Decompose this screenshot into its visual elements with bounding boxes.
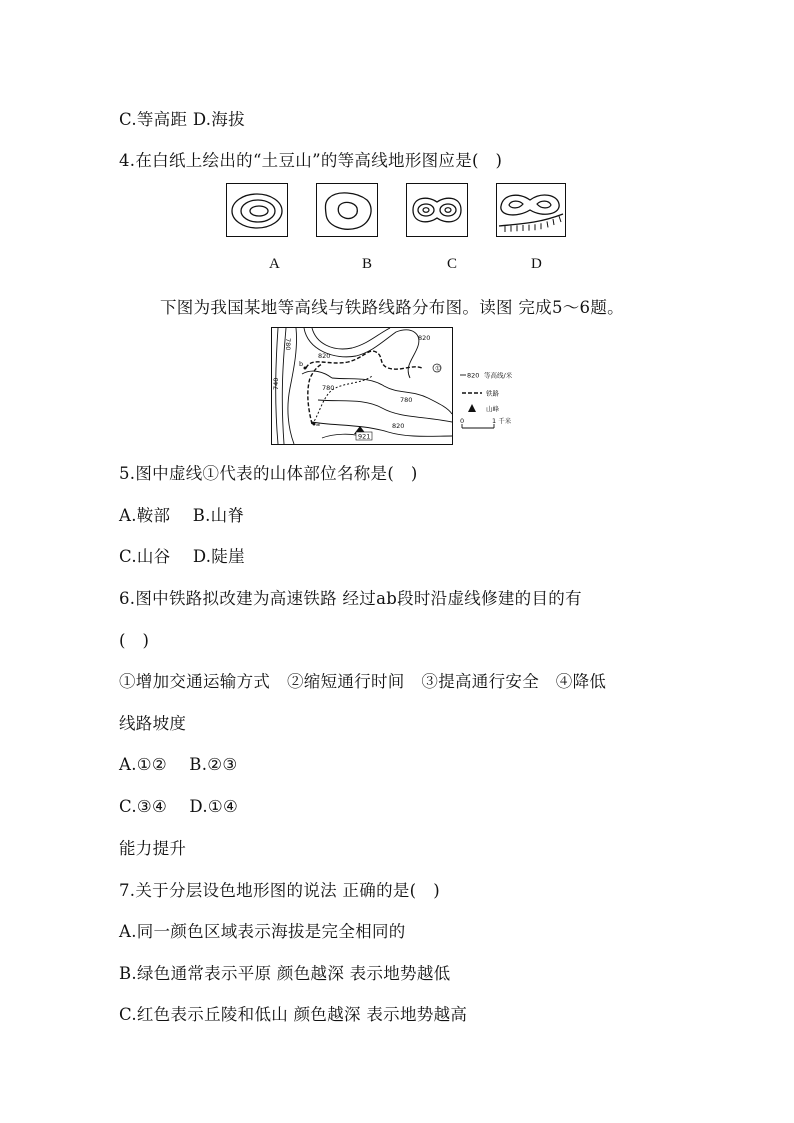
legend-scale-start: 0 [460, 417, 465, 425]
map-legend [458, 362, 538, 437]
q4-label-b: B [362, 256, 373, 272]
q7-option-c: C.红色表示丘陵和低山 颜色越深 表示地势越高 [119, 1005, 468, 1024]
map-contour-780-right: 780 [400, 396, 413, 404]
map-contour-780-left: 780 [284, 338, 292, 351]
q5-options-cd: C.山谷 D.陡崖 [119, 547, 245, 566]
q4-figure [226, 183, 568, 239]
q4-stem: 4.在白纸上绘出的“土豆山”的等高线地形图应是( ) [119, 151, 503, 170]
q7-option-b: B.绿色通常表示平原 颜色越深 表示地势越低 [119, 964, 451, 983]
q4-option-b-figure [316, 183, 378, 237]
section-heading: 能力提升 [119, 839, 187, 858]
q3-options-cd: C.等高距 D.海拔 [119, 110, 245, 129]
legend-peak-icon [468, 404, 476, 412]
q6-options-ab: A.①② B.②③ [119, 755, 238, 774]
q6-paren: ( ) [119, 631, 150, 650]
q6-stem: 6.图中铁路拟改建为高速铁路 经过ab段时沿虚线修建的目的有 [119, 589, 582, 608]
q7-option-a: A.同一颜色区域表示海拔是完全相同的 [119, 922, 406, 941]
map-point-a: a [316, 420, 320, 428]
q4-label-a: A [269, 256, 280, 272]
q4-label-c: C [447, 256, 458, 272]
q5-options-ab: A.鞍部 B.山脊 [119, 506, 245, 525]
map-contour-740: 740 [272, 377, 280, 390]
map-intro: 下图为我国某地等高线与铁路线路分布图。读图 完成5～6题。 [160, 298, 624, 317]
legend-scale-end: 1 千米 [492, 417, 512, 425]
q4-label-d: D [531, 256, 542, 272]
map-contour-780-mid: 780 [322, 384, 335, 392]
map-circle-1: ① [435, 364, 441, 373]
legend-contour-text: 等高线/米 [484, 371, 513, 380]
legend-railway-text: 铁路 [486, 389, 499, 398]
map-contour-820-top: 820 [418, 334, 431, 342]
q4-option-c-figure [406, 183, 468, 237]
map-peak-label: 921 [358, 432, 371, 441]
q4-option-d-figure [496, 183, 566, 237]
q6-choices-line2: 线路坡度 [119, 714, 187, 733]
q6-options-cd: C.③④ D.①④ [119, 797, 239, 816]
map-contour-820-bottom: 820 [392, 422, 405, 430]
contour-railway-map [271, 327, 453, 445]
legend-contour-value: 820 [467, 371, 480, 380]
legend-peak-text: 山峰 [486, 405, 499, 413]
q6-choices-line1: ①增加交通运输方式 ②缩短通行时间 ③提高通行安全 ④降低 [119, 672, 607, 691]
q7-stem: 7.关于分层设色地形图的说法 正确的是( ) [119, 881, 440, 900]
map-point-b: b [299, 360, 304, 368]
q5-stem: 5.图中虚线①代表的山体部位名称是( ) [119, 464, 418, 483]
map-contour-820: 820 [318, 352, 331, 360]
q4-option-a-figure [226, 183, 288, 237]
